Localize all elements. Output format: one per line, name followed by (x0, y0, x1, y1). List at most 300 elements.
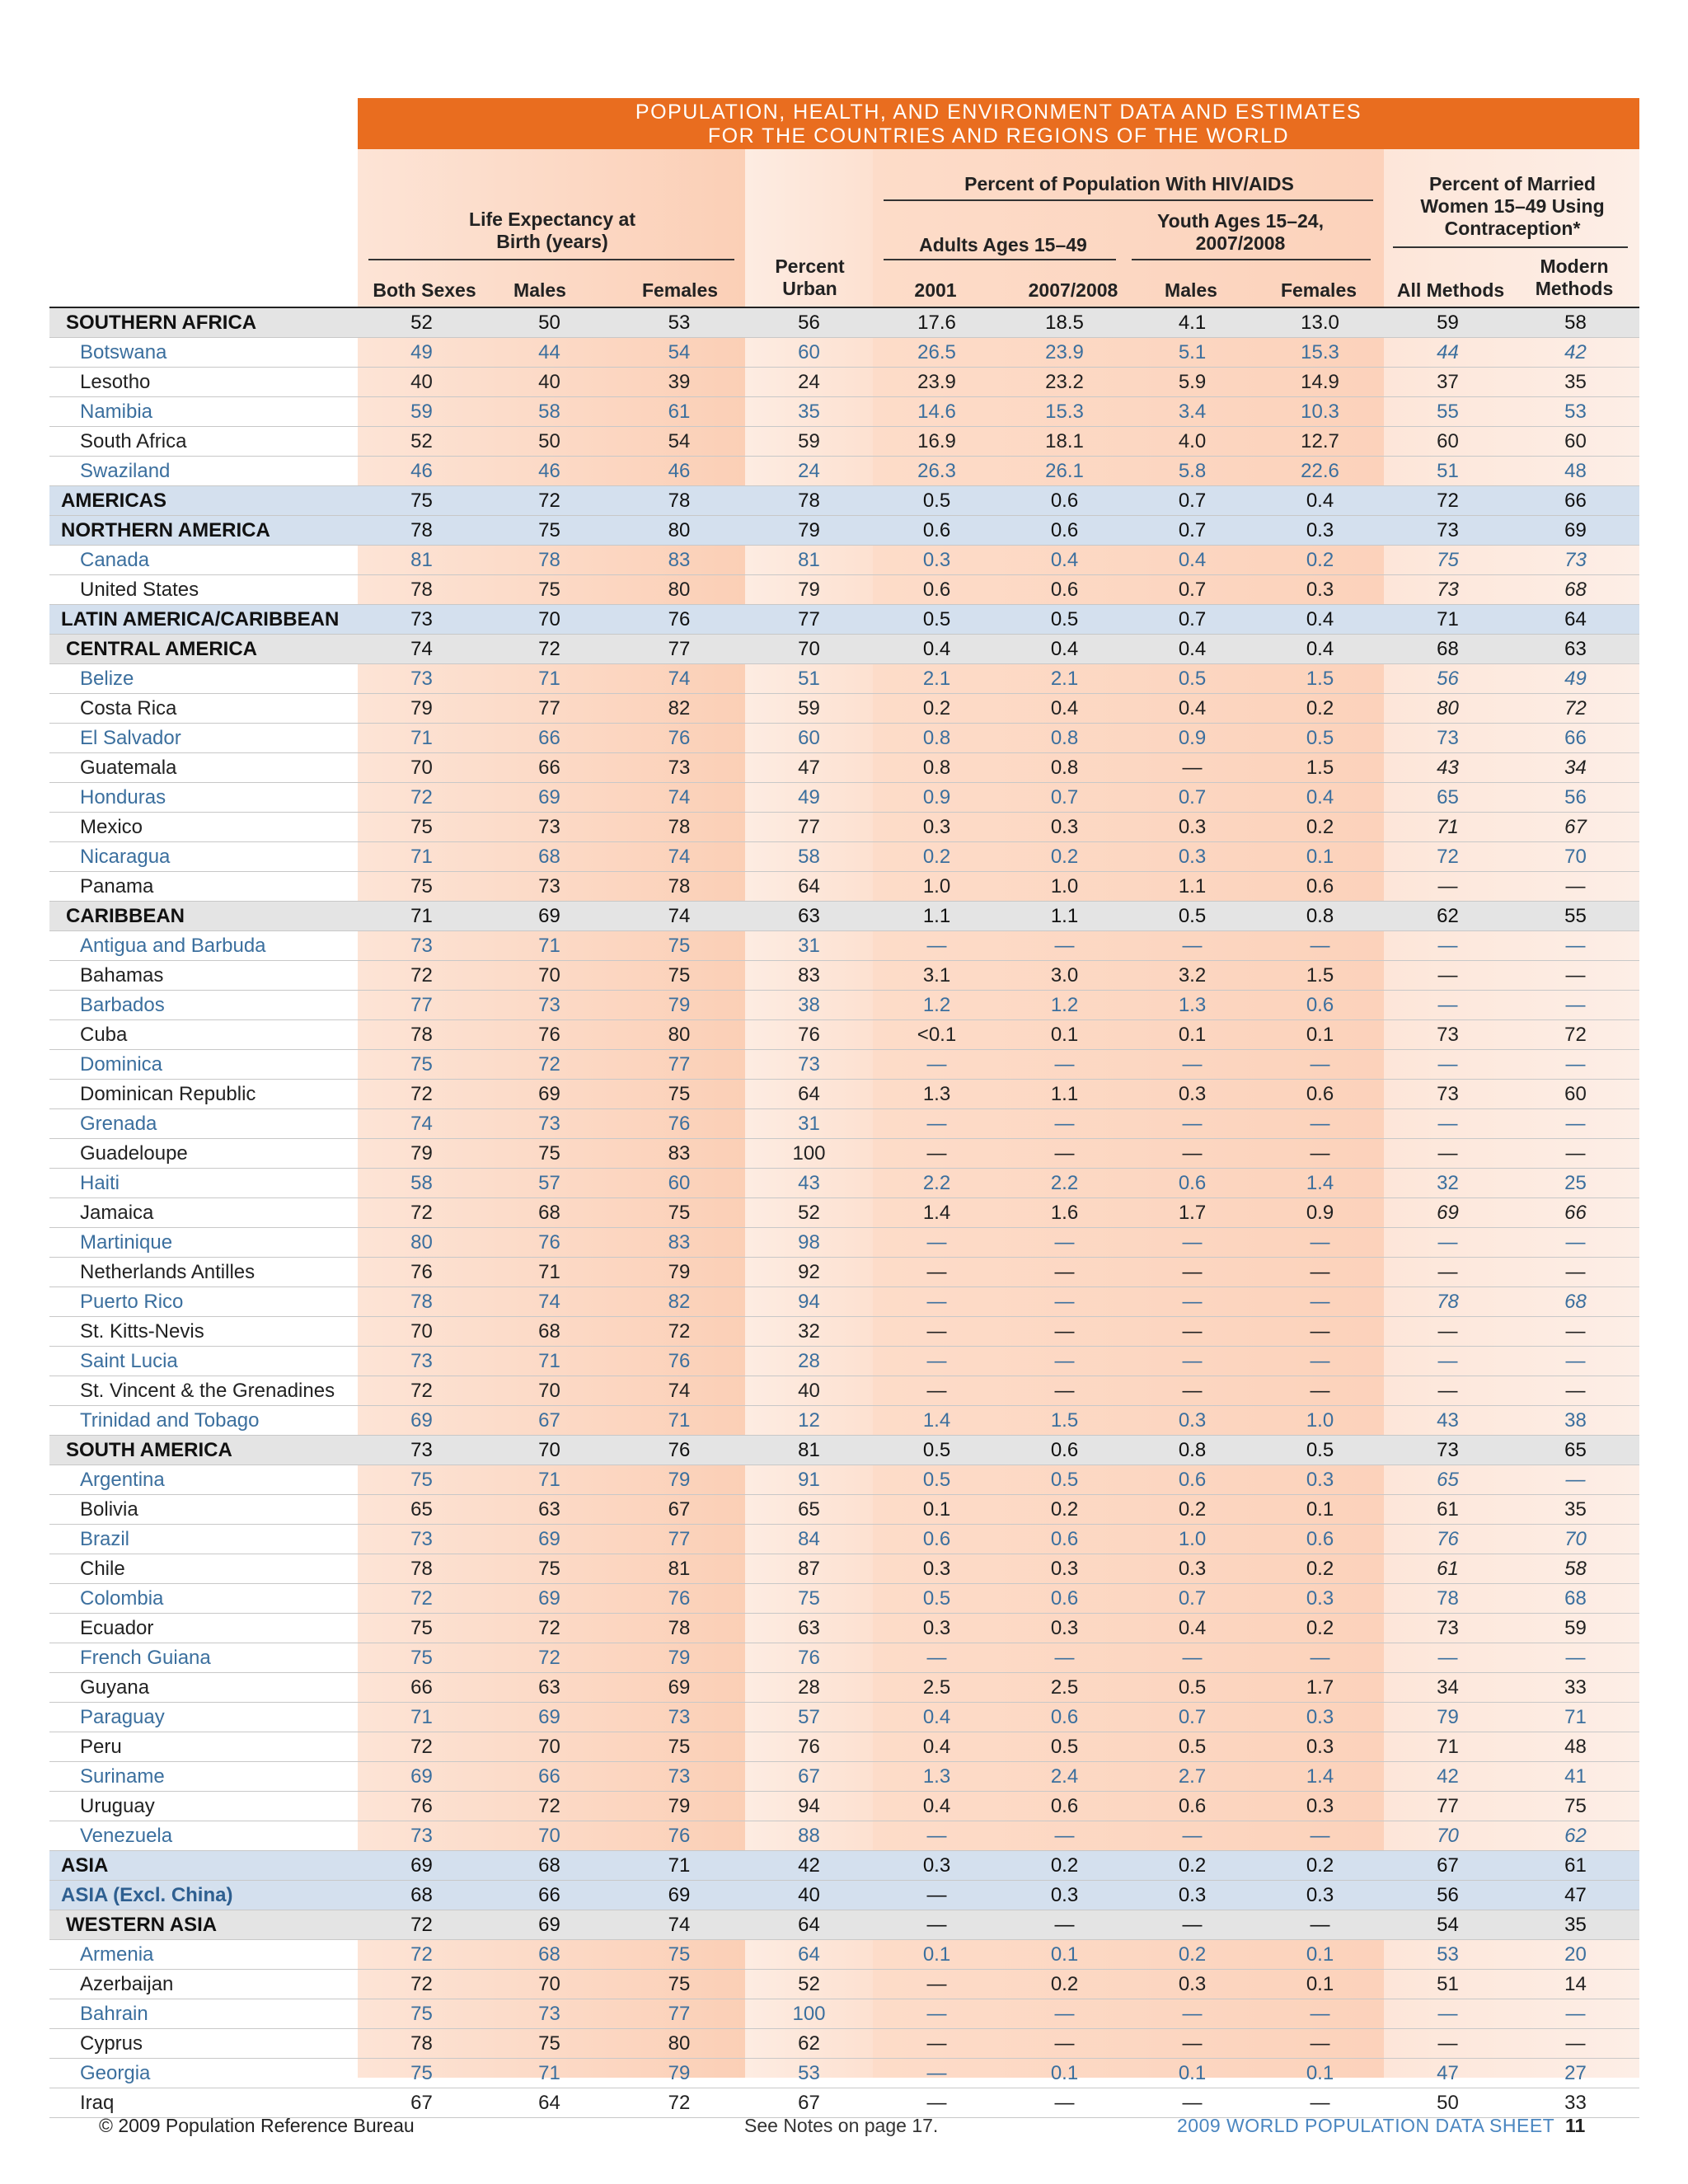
table-cell: 69 (485, 1703, 613, 1732)
table-cell: 55 (1512, 902, 1639, 931)
table-cell: — (1001, 1109, 1128, 1139)
table-cell: 0.4 (1128, 694, 1256, 724)
footer-page-number: 11 (1565, 2115, 1586, 2136)
table-cell: 56 (1512, 783, 1639, 813)
table-cell: 49 (358, 338, 485, 368)
table-cell: — (873, 1881, 1001, 1910)
table-cell: — (1128, 1109, 1256, 1139)
table-row (49, 486, 1639, 516)
table-cell: 23.9 (873, 368, 1001, 397)
row-label: Colombia (49, 1584, 358, 1614)
table-cell: 0.1 (1256, 842, 1384, 872)
table-cell: 71 (358, 724, 485, 753)
table-cell: 3.1 (873, 961, 1001, 991)
table-cell: 91 (745, 1465, 873, 1495)
table-cell: 54 (1384, 1910, 1512, 1940)
table-cell: 72 (485, 635, 613, 664)
table-cell: 58 (745, 842, 873, 872)
table-cell: 75 (358, 872, 485, 902)
row-label: Iraq (49, 2088, 358, 2118)
table-cell: 0.5 (1128, 1732, 1256, 1762)
row-label: Mexico (49, 813, 358, 842)
table-cell: 0.7 (1128, 1584, 1256, 1614)
table-cell: 69 (485, 1080, 613, 1109)
table-row (49, 546, 1639, 575)
table-cell: 0.7 (1128, 783, 1256, 813)
table-cell: 60 (745, 724, 873, 753)
table-cell: 62 (1512, 1821, 1639, 1851)
table-cell: 72 (358, 1940, 485, 1970)
table-cell: 5.9 (1128, 368, 1256, 397)
table-cell: 59 (745, 427, 873, 457)
table-cell: — (1256, 1910, 1384, 1940)
table-cell: 0.6 (1128, 1169, 1256, 1198)
table-row (49, 1881, 1639, 1910)
table-cell: — (873, 1139, 1001, 1169)
table-cell: 0.3 (1256, 1584, 1384, 1614)
table-cell: 78 (358, 1020, 485, 1050)
table-row (49, 1258, 1639, 1287)
table-cell: 72 (485, 1643, 613, 1673)
table-cell: 10.3 (1256, 397, 1384, 427)
table-cell: 71 (358, 902, 485, 931)
table-cell: 40 (745, 1376, 873, 1406)
table-cell: 83 (613, 1228, 745, 1258)
table-cell: 62 (745, 2029, 873, 2059)
table-cell: 78 (613, 813, 745, 842)
table-cell: — (1256, 1139, 1384, 1169)
table-cell: 0.2 (1128, 1940, 1256, 1970)
table-cell: 0.2 (1256, 1614, 1384, 1643)
table-row (49, 1732, 1639, 1762)
table-cell: 56 (1384, 1881, 1512, 1910)
row-label: Belize (49, 664, 358, 694)
table-cell: 76 (613, 1584, 745, 1614)
table-cell: 79 (358, 694, 485, 724)
table-cell: 81 (745, 1436, 873, 1465)
table-cell: 0.6 (873, 575, 1001, 605)
table-cell: 0.3 (1128, 842, 1256, 872)
table-cell: 70 (358, 1317, 485, 1347)
row-label: Lesotho (49, 368, 358, 397)
table-cell: 80 (613, 1020, 745, 1050)
table-cell: 63 (1512, 635, 1639, 664)
table-cell: 0.2 (1001, 1851, 1128, 1881)
table-cell: — (1001, 1999, 1128, 2029)
table-row (49, 1851, 1639, 1881)
table-cell: 74 (613, 664, 745, 694)
table-cell: — (1256, 931, 1384, 961)
table-cell: 71 (485, 1347, 613, 1376)
col-youth-males: Males (1165, 279, 1217, 301)
table-cell: 73 (1384, 1020, 1512, 1050)
table-cell: 68 (485, 1317, 613, 1347)
table-cell: 64 (745, 1080, 873, 1109)
table-cell: 68 (485, 1851, 613, 1881)
col-both-sexes: Both Sexes (373, 279, 476, 301)
table-cell: 0.9 (1128, 724, 1256, 753)
table-cell: — (873, 2059, 1001, 2088)
table-cell: — (1512, 2029, 1639, 2059)
table-cell: 74 (485, 1287, 613, 1317)
row-label: AMERICAS (49, 486, 358, 516)
table-cell: — (1512, 1317, 1639, 1347)
table-cell: 77 (613, 1525, 745, 1554)
table-cell: 26.1 (1001, 457, 1128, 486)
table-cell: — (1512, 1376, 1639, 1406)
table-cell: 68 (485, 1198, 613, 1228)
table-cell: 60 (613, 1169, 745, 1198)
table-cell: 53 (1512, 397, 1639, 427)
table-cell: — (1256, 1109, 1384, 1139)
row-label: CARIBBEAN (49, 902, 358, 931)
table-cell: 92 (745, 1258, 873, 1287)
table-cell: 0.6 (873, 516, 1001, 546)
table-cell: 73 (358, 1347, 485, 1376)
table-cell: 75 (485, 516, 613, 546)
table-cell: 81 (613, 1554, 745, 1584)
row-label: Peru (49, 1732, 358, 1762)
table-cell: 0.4 (1001, 694, 1128, 724)
table-cell: 1.5 (1256, 664, 1384, 694)
table-cell: 100 (745, 1139, 873, 1169)
table-cell: — (1384, 961, 1512, 991)
table-cell: — (1256, 2029, 1384, 2059)
table-cell: 72 (358, 1970, 485, 1999)
table-cell: — (1001, 1910, 1128, 1940)
table-cell: — (1512, 1643, 1639, 1673)
table-cell: 28 (745, 1347, 873, 1376)
table-cell: 77 (485, 694, 613, 724)
table-cell: 0.4 (1256, 486, 1384, 516)
percent-urban-header: Percent Urban (775, 255, 845, 299)
table-cell: 67 (745, 1762, 873, 1792)
table-cell: 17.6 (873, 308, 1001, 338)
table-cell: 72 (613, 1317, 745, 1347)
row-label: Venezuela (49, 1821, 358, 1851)
table-cell: 50 (485, 427, 613, 457)
table-cell: 65 (1384, 783, 1512, 813)
table-cell: 1.5 (1256, 753, 1384, 783)
table-body (49, 308, 1639, 2118)
table-row (49, 1940, 1639, 1970)
table-cell: 67 (745, 2088, 873, 2118)
table-row (49, 1109, 1639, 1139)
table-cell: 78 (358, 1554, 485, 1584)
table-cell: 69 (358, 1406, 485, 1436)
table-cell: 69 (485, 1525, 613, 1554)
table-cell: 80 (613, 2029, 745, 2059)
table-cell: — (1001, 2088, 1128, 2118)
row-label: Uruguay (49, 1792, 358, 1821)
table-cell: 75 (358, 1614, 485, 1643)
table-cell: 69 (613, 1881, 745, 1910)
table-cell: 51 (745, 664, 873, 694)
table-cell: — (873, 1347, 1001, 1376)
table-cell: 72 (358, 961, 485, 991)
table-cell: 3.0 (1001, 961, 1128, 991)
table-cell: 5.8 (1128, 457, 1256, 486)
table-cell: 68 (1512, 575, 1639, 605)
footer-title: 2009 WORLD POPULATION DATA SHEET (1177, 2115, 1555, 2136)
table-cell: 63 (485, 1673, 613, 1703)
table-cell: 70 (485, 605, 613, 635)
table-cell: 72 (358, 783, 485, 813)
table-cell: 0.1 (1001, 2059, 1128, 2088)
row-label: Botswana (49, 338, 358, 368)
table-cell: 0.6 (1001, 1525, 1128, 1554)
table-cell: 1.3 (1128, 991, 1256, 1020)
table-cell: — (1128, 1999, 1256, 2029)
table-row (49, 2029, 1639, 2059)
table-cell: 12 (745, 1406, 873, 1436)
table-cell: 0.1 (1256, 1970, 1384, 1999)
table-row (49, 1999, 1639, 2029)
table-cell: 72 (485, 1050, 613, 1080)
table-cell: 70 (485, 1970, 613, 1999)
table-cell: 71 (1384, 605, 1512, 635)
table-cell: — (1128, 1228, 1256, 1258)
table-cell: 71 (358, 1703, 485, 1732)
table-cell: 47 (745, 753, 873, 783)
table-cell: 70 (745, 635, 873, 664)
table-cell: 81 (358, 546, 485, 575)
row-label: French Guiana (49, 1643, 358, 1673)
table-cell: 73 (485, 991, 613, 1020)
table-cell: 77 (745, 813, 873, 842)
table-cell: 0.3 (1256, 1465, 1384, 1495)
table-cell: 0.6 (1128, 1465, 1256, 1495)
table-cell: — (1128, 1821, 1256, 1851)
table-cell: 1.0 (1001, 872, 1128, 902)
table-cell: 76 (1384, 1525, 1512, 1554)
row-label: ASIA (Excl. China) (49, 1881, 358, 1910)
table-cell: 77 (613, 1999, 745, 2029)
table-cell: 72 (1512, 1020, 1639, 1050)
table-cell: 26.5 (873, 338, 1001, 368)
table-cell: 37 (1384, 368, 1512, 397)
table-cell: — (1512, 1109, 1639, 1139)
row-label: ASIA (49, 1851, 358, 1881)
table-cell: 77 (358, 991, 485, 1020)
table-row (49, 1317, 1639, 1347)
table-cell: 51 (1384, 457, 1512, 486)
table-cell: 53 (1384, 1940, 1512, 1970)
table-cell: — (1128, 1258, 1256, 1287)
table-cell: 71 (613, 1406, 745, 1436)
table-cell: 69 (1512, 516, 1639, 546)
table-row (49, 457, 1639, 486)
table-cell: 66 (485, 1881, 613, 1910)
table-cell: 31 (745, 1109, 873, 1139)
table-row (49, 1792, 1639, 1821)
table-cell: 43 (1384, 1406, 1512, 1436)
table-row (49, 694, 1639, 724)
row-label: Martinique (49, 1228, 358, 1258)
table-cell: 0.2 (1001, 1495, 1128, 1525)
table-row (49, 1228, 1639, 1258)
table-cell: 72 (358, 1376, 485, 1406)
table-cell: 0.5 (873, 605, 1001, 635)
table-cell: 71 (1384, 813, 1512, 842)
table-cell: 0.7 (1001, 783, 1128, 813)
table-cell: 1.3 (873, 1762, 1001, 1792)
table-cell: 56 (1384, 664, 1512, 694)
table-cell: 76 (745, 1020, 873, 1050)
table-cell: 63 (745, 1614, 873, 1643)
table-cell: 0.3 (1128, 1554, 1256, 1584)
table-cell: 70 (1384, 1821, 1512, 1851)
table-cell: 73 (485, 1109, 613, 1139)
table-cell: 54 (613, 427, 745, 457)
row-label: Armenia (49, 1940, 358, 1970)
table-cell: 1.5 (1001, 1406, 1128, 1436)
table-cell: 32 (745, 1317, 873, 1347)
table-cell: 67 (485, 1406, 613, 1436)
col-females: Females (641, 279, 719, 301)
table-cell: 68 (1512, 1584, 1639, 1614)
table-cell: 0.3 (1128, 813, 1256, 842)
table-cell: 75 (485, 1554, 613, 1584)
table-cell: 1.1 (1128, 872, 1256, 902)
table-cell: 1.4 (873, 1406, 1001, 1436)
table-cell: 1.0 (1128, 1525, 1256, 1554)
table-cell: 83 (613, 1139, 745, 1169)
table-cell: 2.5 (1001, 1673, 1128, 1703)
table-cell: 2.5 (873, 1673, 1001, 1703)
table-cell: 87 (745, 1554, 873, 1584)
table-cell: 69 (485, 1584, 613, 1614)
table-cell: 55 (1384, 397, 1512, 427)
table-cell: 75 (485, 1139, 613, 1169)
table-cell: 82 (613, 1287, 745, 1317)
table-cell: — (1512, 1050, 1639, 1080)
table-cell: 40 (358, 368, 485, 397)
table-row (49, 2088, 1639, 2118)
row-label: Bahamas (49, 961, 358, 991)
table-cell: 0.3 (1128, 1080, 1256, 1109)
table-cell: 74 (613, 1910, 745, 1940)
table-cell: 2.4 (1001, 1762, 1128, 1792)
table-cell: 79 (1384, 1703, 1512, 1732)
table-cell: 1.7 (1128, 1198, 1256, 1228)
row-label: Suriname (49, 1762, 358, 1792)
table-cell: 0.3 (1001, 1881, 1128, 1910)
table-cell: 0.1 (1001, 1940, 1128, 1970)
table-cell: 0.3 (873, 546, 1001, 575)
table-cell: — (873, 1050, 1001, 1080)
table-row (49, 397, 1639, 427)
table-cell: 1.6 (1001, 1198, 1128, 1228)
table-cell: 74 (613, 1376, 745, 1406)
table-cell: 71 (613, 1851, 745, 1881)
hiv-rule (884, 199, 1373, 201)
table-cell: 73 (1384, 575, 1512, 605)
table-cell: 12.7 (1256, 427, 1384, 457)
table-cell: 61 (1384, 1495, 1512, 1525)
table-cell: — (1001, 1347, 1128, 1376)
table-cell: 3.2 (1128, 961, 1256, 991)
table-cell: 0.6 (1001, 1584, 1128, 1614)
table-cell: — (1256, 1287, 1384, 1317)
table-cell: 0.6 (1128, 1792, 1256, 1821)
table-cell: 72 (358, 1198, 485, 1228)
table-cell: 0.1 (1256, 2059, 1384, 2088)
table-cell: — (1256, 1999, 1384, 2029)
table-cell: — (1512, 1139, 1639, 1169)
table-cell: 0.3 (1128, 1406, 1256, 1436)
table-cell: 0.6 (1001, 1703, 1128, 1732)
table-cell: — (1001, 1050, 1128, 1080)
table-cell: 79 (745, 516, 873, 546)
table-cell: — (873, 1258, 1001, 1287)
table-row (49, 1139, 1639, 1169)
table-cell: 75 (1384, 546, 1512, 575)
table-row (49, 1970, 1639, 1999)
table-cell: 77 (1384, 1792, 1512, 1821)
table-cell: 75 (358, 1643, 485, 1673)
row-label: Netherlands Antilles (49, 1258, 358, 1287)
table-cell: 67 (613, 1495, 745, 1525)
table-cell: 14.9 (1256, 368, 1384, 397)
table-cell: 71 (358, 842, 485, 872)
table-cell: 68 (485, 842, 613, 872)
table-row (49, 1169, 1639, 1198)
table-cell: 94 (745, 1792, 873, 1821)
table-cell: 1.7 (1256, 1673, 1384, 1703)
table-cell: 0.4 (1001, 635, 1128, 664)
table-cell: 73 (613, 1703, 745, 1732)
table-cell: 0.3 (1256, 1732, 1384, 1762)
table-cell: — (1256, 2088, 1384, 2118)
table-row (49, 753, 1639, 783)
table-cell: — (1384, 1050, 1512, 1080)
table-cell: 78 (485, 546, 613, 575)
table-cell: — (1128, 931, 1256, 961)
table-row (49, 1673, 1639, 1703)
table-cell: — (1128, 1317, 1256, 1347)
table-cell: 0.8 (1256, 902, 1384, 931)
table-cell: 73 (358, 605, 485, 635)
table-cell: 13.0 (1256, 308, 1384, 338)
hiv-header: Percent of Population With HIV/AIDS (964, 173, 1294, 194)
table-cell: 50 (485, 308, 613, 338)
table-cell: 2.2 (873, 1169, 1001, 1198)
table-cell: 0.9 (873, 783, 1001, 813)
table-cell: — (1256, 1643, 1384, 1673)
table-cell: 56 (745, 308, 873, 338)
table-row (49, 575, 1639, 605)
table-cell: 75 (1512, 1792, 1639, 1821)
row-label: Namibia (49, 397, 358, 427)
table-cell: 82 (613, 694, 745, 724)
table-cell: — (1001, 1139, 1128, 1169)
table-cell: 65 (358, 1495, 485, 1525)
table-cell: — (1384, 991, 1512, 1020)
table-cell: 68 (1512, 1287, 1639, 1317)
row-label: Haiti (49, 1169, 358, 1198)
table-cell: 1.3 (873, 1080, 1001, 1109)
table-cell: 70 (485, 961, 613, 991)
table-cell: 0.5 (873, 486, 1001, 516)
table-row (49, 1465, 1639, 1495)
table-cell: 25 (1512, 1169, 1639, 1198)
table-cell: — (1001, 2029, 1128, 2059)
table-cell: 0.4 (1128, 635, 1256, 664)
row-label: Argentina (49, 1465, 358, 1495)
table-cell: 0.2 (873, 694, 1001, 724)
table-cell: 49 (745, 783, 873, 813)
